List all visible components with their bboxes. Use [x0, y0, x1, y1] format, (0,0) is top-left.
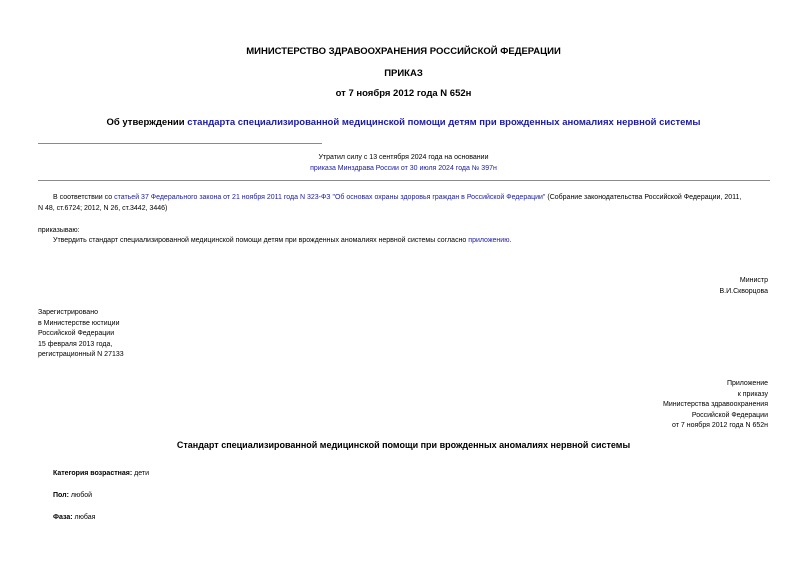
appendix-link[interactable]: приложению — [468, 237, 510, 244]
field-phase-label: Фаза: — [53, 514, 73, 521]
preamble-paragraph — [53, 192, 741, 203]
signatory-name: В.И.Скворцова — [719, 288, 768, 295]
divider-short — [38, 143, 322, 144]
appendix-line: Приложение — [726, 380, 768, 387]
appendix-line: Российской Федерации — [691, 411, 768, 419]
registration-line: 15 февраля 2013 года, — [38, 340, 113, 348]
field-sex-label: Пол: — [53, 492, 69, 499]
preamble-prefix: В соответствии со — [53, 194, 115, 201]
approve-prefix: Утвердить стандарт специализированной медицинской помощи детям при врожденных аномалиях нервной системы согласно — [53, 237, 469, 244]
document-type: ПРИКАЗ — [384, 68, 423, 79]
order-title — [0, 117, 807, 128]
preamble-suffix: (Собрание законодательства Российской Федерации, 2011, — [545, 194, 742, 201]
appendix-block — [663, 378, 768, 431]
registration-line: Российской Федерации — [38, 330, 115, 337]
field-sex — [53, 492, 92, 499]
field-phase-value: любая — [72, 514, 96, 521]
standard-title: Стандарт специализированной медицинской помощи при врожденных аномалиях нервной системы — [176, 440, 631, 450]
order-date-number: от 7 ноября 2012 года N 652н — [335, 88, 472, 99]
field-age-label: Категория возрастная: — [53, 470, 133, 477]
ministry-heading: МИНИСТЕРСТВО ЗДРАВООХРАНЕНИЯ РОССИЙСКОЙ ФЕДЕРАЦИИ — [246, 46, 561, 57]
order-word: приказываю: — [38, 227, 80, 234]
law-article-link[interactable]: статьей 37 Федерального закона от 21 ноября 2011 года N 323-ФЗ "Об основах охраны здоровья граждан в Российской Федерации" — [114, 194, 546, 201]
field-phase — [53, 514, 95, 521]
lost-force-note: Утратил силу с 13 сентября 2024 года на основании — [318, 154, 489, 161]
appendix-line: от 7 ноября 2012 года N 652н — [672, 422, 768, 429]
signatory-position: Министр — [739, 277, 768, 284]
appendix-line: к приказу — [737, 390, 768, 398]
preamble-line-2: N 48, ст.6724; 2012, N 26, ст.3442, 3446) — [38, 205, 168, 212]
registration-line: Зарегистрировано — [38, 309, 98, 316]
divider-long — [38, 180, 770, 181]
field-age-value: дети — [132, 470, 149, 477]
approve-suffix: . — [509, 237, 512, 244]
order-title-prefix: Об утверждении — [106, 117, 188, 128]
field-age-category — [53, 470, 149, 477]
lost-force-basis-link[interactable]: приказа Минздрава России от 30 июля 2024 года № 397н — [310, 165, 497, 172]
registration-line: регистрационный N 27133 — [38, 351, 124, 358]
appendix-line: Министерства здравоохранения — [663, 401, 768, 408]
field-sex-value: любой — [68, 492, 93, 499]
order-title-link[interactable]: стандарта специализированной медицинской помощи детям при врожденных аномалиях нервной системы — [187, 117, 701, 128]
approve-paragraph — [53, 235, 511, 246]
registration-block — [38, 307, 238, 360]
registration-line: в Министерстве юстиции — [38, 319, 120, 327]
